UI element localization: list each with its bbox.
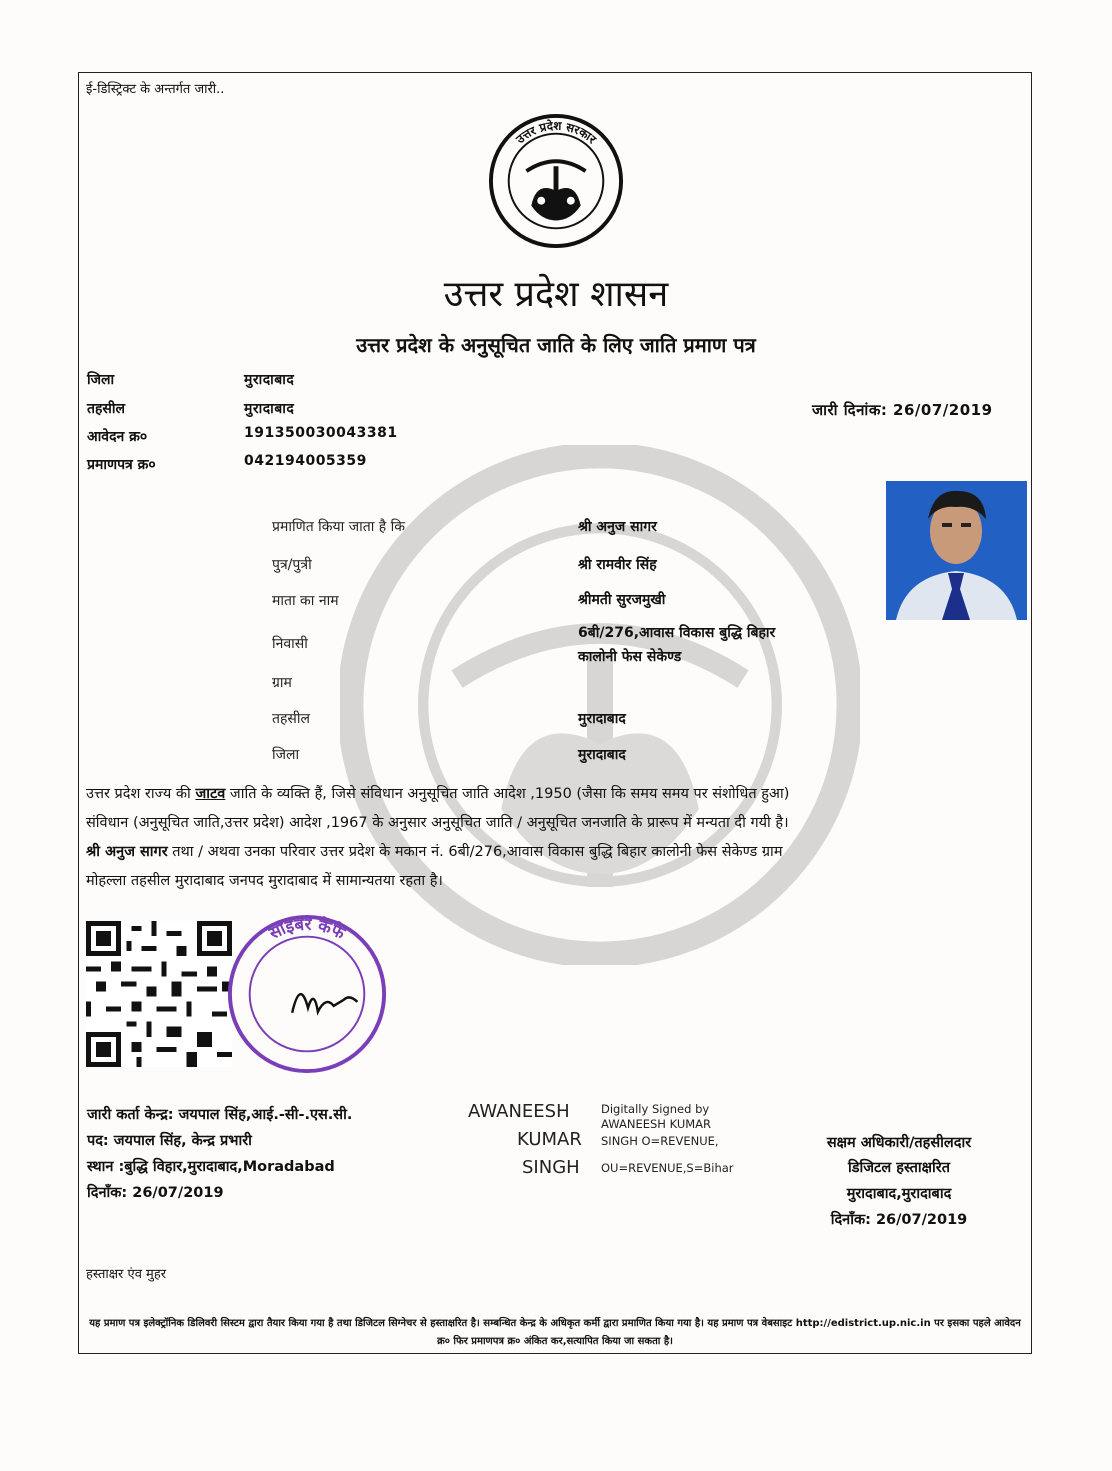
- applicant-name: श्री अनुज सागर: [578, 519, 657, 535]
- disclaimer-text: यह प्रमाण पत्र इलेक्ट्रॉनिक डिलिवरी सिस्टम द्वारा तैयार किया गया है तथा डिजिटल सिग्नेचर से हस्ताक्षरित है। सम्बन्धित केन्द्र के अधिकृत कर्मी द्वारा प्रमाणित किया गया है। यह प्रमाण पत्र वेबसाइट http://edistrict.up.nic.in पर इसका पहले आवेदन क्र० फिर प्रमाणपत्र क्र० अंकित कर,सत्यापित किया जा सकता है।: [89, 1318, 1021, 1347]
- center-stamp: [223, 908, 391, 1080]
- issuer-center: जारी कर्ता केन्द्र: जयपाल सिंह,आई.-सी-.एस.सी.: [87, 1107, 353, 1123]
- paragraph-line-4: मोहल्ला तहसील मुरादाबाद जनपद मुरादाबाद में सामान्यतया रहता है।: [86, 873, 443, 889]
- application-number-label: आवेदन क्र०: [87, 429, 148, 445]
- certificate-number-value: 042194005359: [244, 453, 367, 469]
- resident-address-line1: 6बी/276,आवास विकास बुद्धि बिहार: [578, 625, 776, 641]
- handwritten-signature: [292, 994, 357, 1013]
- issuer-post: पद: जयपाल सिंह, केन्द्र प्रभारी: [87, 1133, 252, 1149]
- district-value: मुरादाबाद: [244, 372, 295, 388]
- header-note: ई-डिस्ट्रिक्ट के अन्तर्गत जारी..: [86, 82, 225, 97]
- paragraph-line1-start: उत्तर प्रदेश राज्य की: [86, 786, 196, 802]
- signer-name-line3: SINGH: [522, 1157, 580, 1178]
- paragraph-line-1: [86, 780, 1026, 809]
- mother-name: श्रीमती सुरजमुखी: [578, 592, 666, 608]
- emblem-text: उत्तर प्रदेश सरकार: [513, 118, 599, 147]
- caste-name: जाटव: [195, 786, 226, 802]
- field-district-label: जिला: [272, 747, 300, 763]
- parent-label: पुत्र/पुत्री: [272, 557, 312, 573]
- certified-label: प्रमाणित किया जाता है कि: [272, 519, 406, 535]
- officer-date: दिनाँक: 26/07/2019: [830, 1212, 968, 1228]
- paragraph-applicant-name: श्री अनुज सागर: [86, 844, 168, 860]
- field-district-value: मुरादाबाद: [578, 747, 626, 763]
- mother-label: माता का नाम: [272, 593, 339, 609]
- digital-signature-line4: OU=REVENUE,S=Bihar: [601, 1161, 734, 1175]
- paragraph-line3-text: तथा / अथवा उनका परिवार उत्तर प्रदेश के मकान नं. 6बी/276,आवास विकास बुद्धि बिहार कालोनी फेस सेकेण्ड ग्राम: [167, 844, 783, 860]
- tehsil-label: तहसील: [87, 401, 125, 417]
- up-emblem-logo: [487, 112, 625, 250]
- application-number-value: 191350030043381: [244, 425, 398, 441]
- field-tehsil-value: मुरादाबाद: [578, 711, 626, 727]
- officer-place: मुरादाबाद,मुरादाबाद: [846, 1186, 952, 1202]
- signature-and-seal-note: हस्ताक्षर एंव मुहर: [86, 1267, 167, 1282]
- officer-title: सक्षम अधिकारी/तहसीलदार: [826, 1135, 972, 1151]
- digitally-signed-label: डिजिटल हस्ताक्षरित: [848, 1160, 950, 1176]
- svg-text:साइबर कैफे: [265, 914, 350, 944]
- village-label: ग्राम: [272, 675, 292, 691]
- parent-name: श्री रामवीर सिंह: [578, 557, 657, 573]
- signer-name-line2: KUMAR: [517, 1129, 582, 1150]
- tehsil-value: मुरादाबाद: [244, 401, 295, 417]
- paragraph-line-2: संविधान (अनुसूचित जाति,उत्तर प्रदेश) आदेश ,1967 के अनुसार अनुसूचित जाति / अनुसूचित जनजाति के प्रारूप में मन्यता दी गयी है।: [86, 815, 789, 831]
- issuer-place: स्थान :बुद्धि विहार,मुरादाबाद,Moradabad: [87, 1159, 335, 1175]
- certificate-number-label: प्रमाणपत्र क्र०: [87, 457, 156, 473]
- signer-name-line1: AWANEESH: [468, 1101, 570, 1122]
- stamp-text: साइबर कैफे: [265, 913, 349, 943]
- digital-signature-line3: SINGH O=REVENUE,: [601, 1134, 719, 1148]
- digital-signature-line2: AWANEESH KUMAR: [601, 1117, 712, 1131]
- applicant-photo: [886, 481, 1027, 620]
- field-tehsil-label: तहसील: [272, 711, 310, 727]
- page-subtitle: उत्तर प्रदेश के अनुसूचित जाति के लिए जाति प्रमाण पत्र: [356, 333, 756, 357]
- resident-label: निवासी: [272, 636, 308, 652]
- issuer-date: दिनाँक: 26/07/2019: [87, 1185, 224, 1201]
- paragraph-line-3: [86, 838, 1026, 867]
- qr-code: [84, 921, 234, 1067]
- certificate-paragraph: [86, 780, 1026, 896]
- digital-signature-line1: Digitally Signed by: [601, 1102, 710, 1116]
- page-title: उत्तर प्रदेश शासन: [443, 274, 669, 315]
- paragraph-line1-end: जाति के व्यक्ति हैं, जिसे संविधान अनुसूचित जाति आदेश ,1950 (जैसा कि समय समय पर संशोधित हुआ): [225, 786, 790, 802]
- resident-address-line2: कालोनी फेस सेकेण्ड: [578, 649, 682, 665]
- district-label: जिला: [87, 372, 115, 388]
- issue-date: जारी दिनांक: 26/07/2019: [812, 401, 993, 419]
